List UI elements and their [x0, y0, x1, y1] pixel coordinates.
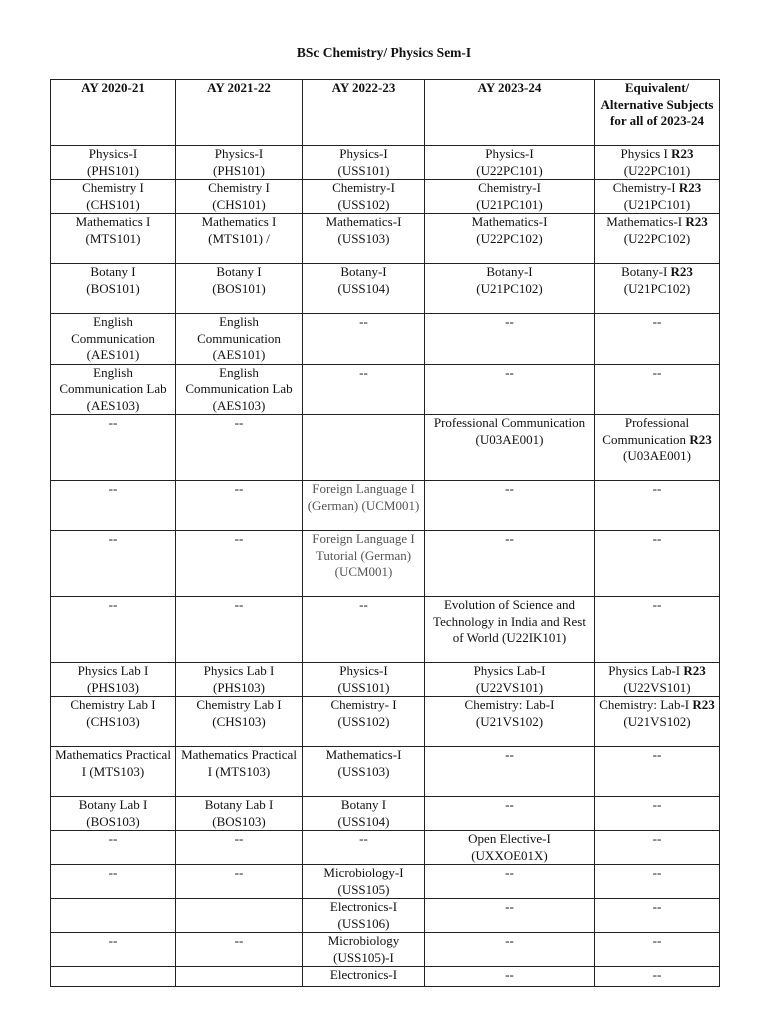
table-cell — [595, 146, 720, 180]
cell-text: -- — [505, 967, 514, 982]
table-cell — [595, 415, 720, 481]
cell-text: -- — [234, 865, 244, 880]
cell-text: (CHS103) — [212, 713, 266, 729]
cell-text: -- — [652, 747, 662, 762]
table-cell — [303, 899, 425, 933]
table-cell — [595, 865, 720, 899]
table-cell — [425, 933, 595, 967]
cell-text: -- — [652, 865, 662, 880]
table-row — [51, 899, 720, 933]
table-row — [51, 663, 720, 697]
table-row — [51, 415, 720, 481]
cell-text: -- — [652, 531, 662, 546]
table-cell — [303, 415, 425, 481]
cell-text: (U21PC102) — [623, 280, 691, 296]
cell-text: (U03AE001) — [623, 448, 691, 463]
table-cell — [51, 415, 176, 481]
cell-text: (USS104) — [337, 813, 390, 829]
cell-text: Botany-I — [340, 264, 387, 279]
table-row — [51, 697, 720, 747]
table-cell — [51, 314, 176, 365]
page-title: BSc Chemistry/ Physics Sem-I — [296, 45, 472, 60]
cell-text: English Communication (AES101) — [71, 314, 155, 362]
cell-text: Botany I — [340, 797, 387, 812]
table-cell — [176, 597, 303, 663]
table-body — [51, 146, 720, 987]
table-cell — [51, 531, 176, 597]
table-cell — [51, 146, 176, 180]
cell-text: (PHS103) — [212, 679, 265, 695]
cell-text: Physics-I — [339, 146, 388, 161]
cell-text: -- — [234, 531, 244, 546]
cell-text: Physics Lab I — [203, 663, 275, 678]
table-cell — [425, 663, 595, 697]
table-cell — [595, 364, 720, 415]
table-cell — [595, 933, 720, 967]
table-cell — [51, 264, 176, 314]
cell-text: -- — [652, 831, 662, 846]
header-equivalent-subjects: Equivalent/ Alternative Subjects for all of 2023-24 — [595, 80, 720, 146]
table-cell — [176, 146, 303, 180]
cell-text: (BOS101) — [86, 280, 140, 296]
table-row — [51, 314, 720, 365]
cell-text: -- — [234, 831, 244, 846]
table-cell — [425, 831, 595, 865]
table-cell — [51, 967, 176, 987]
cell-text: English Communication Lab (AES103) — [185, 364, 293, 413]
table-cell — [595, 481, 720, 531]
cell-text: Professional Communication (U03AE001) — [433, 415, 586, 447]
cell-text: (USS102) — [337, 713, 390, 729]
cell-text: (USS104) — [337, 280, 390, 296]
cell-text: Chemistry- I — [330, 697, 397, 712]
table-cell — [176, 214, 303, 264]
table-cell — [176, 831, 303, 865]
cell-text: Botany Lab I — [204, 797, 274, 812]
table-cell — [425, 597, 595, 663]
table-cell — [303, 481, 425, 531]
cell-text: (USS102) — [337, 196, 390, 212]
cell-text: -- — [108, 831, 118, 846]
cell-text: -- — [652, 481, 662, 496]
table-cell — [425, 180, 595, 214]
table-cell — [176, 797, 303, 831]
table-cell — [51, 481, 176, 531]
table-row — [51, 214, 720, 264]
cell-text: -- — [505, 747, 514, 762]
cell-text: -- — [234, 481, 244, 496]
cell-text: English Communication (AES101) — [197, 314, 281, 362]
cell-text: Physics-I — [88, 146, 138, 161]
cell-text: (U22VS101) — [475, 679, 544, 695]
table-cell — [51, 180, 176, 214]
cell-text: Mathematics-I — [471, 214, 548, 229]
cell-text: Chemistry-I — [478, 180, 541, 195]
cell-text: (U22PC101) — [476, 162, 543, 178]
table-cell — [425, 531, 595, 597]
table-cell — [303, 933, 425, 967]
table-cell — [51, 697, 176, 747]
table-cell — [303, 531, 425, 597]
cell-text: -- — [505, 314, 514, 329]
cell-text: Microbiology — [327, 933, 400, 948]
table-cell — [303, 214, 425, 264]
table-cell — [595, 747, 720, 797]
table-cell — [425, 146, 595, 180]
cell-text: Electronics-I — [329, 967, 398, 982]
table-cell — [176, 663, 303, 697]
cell-text: Chemistry I — [82, 180, 144, 195]
table-cell — [51, 214, 176, 264]
cell-text: Mathematics I — [75, 214, 151, 229]
table-row — [51, 146, 720, 180]
table-cell — [303, 967, 425, 987]
cell-text: (USS101) — [337, 162, 390, 178]
table-cell — [176, 933, 303, 967]
table-cell — [176, 697, 303, 747]
cell-text: (CHS101) — [86, 196, 140, 212]
cell-text: Physics-I — [485, 146, 534, 161]
table-cell — [303, 146, 425, 180]
table-cell — [303, 314, 425, 365]
cell-text: (BOS103) — [86, 813, 140, 829]
cell-text: Chemistry: Lab-I — [599, 697, 690, 712]
cell-text: (U22PC102) — [623, 230, 691, 246]
table-row — [51, 264, 720, 314]
table-cell — [425, 967, 595, 987]
cell-text: (U21PC101) — [623, 196, 691, 212]
cell-text: -- — [505, 481, 514, 496]
table-row — [51, 597, 720, 663]
table-cell — [425, 797, 595, 831]
table-cell — [425, 415, 595, 481]
table-cell — [595, 831, 720, 865]
header-ay-2023-24: AY 2023-24 — [425, 80, 595, 146]
cell-text: Mathematics-I — [325, 747, 402, 762]
cell-text: -- — [108, 597, 118, 612]
table-cell — [176, 314, 303, 365]
cell-text: Mathematics-I — [606, 214, 683, 229]
cell-text: Physics-I — [339, 663, 388, 678]
cell-text: Mathematics I — [201, 214, 277, 229]
cell-text: -- — [234, 597, 244, 612]
table-cell — [425, 899, 595, 933]
regulation-badge: R23 — [683, 663, 706, 678]
cell-text: (U22VS101) — [623, 679, 691, 695]
cell-text: Microbiology-I — [323, 865, 404, 880]
cell-text: (USS103) — [337, 763, 390, 779]
table-cell — [51, 831, 176, 865]
header-ay-2021-22: AY 2021-22 — [176, 80, 303, 146]
cell-text: -- — [505, 531, 514, 546]
cell-text: (PHS101) — [212, 162, 265, 178]
table-cell — [176, 747, 303, 797]
cell-text: -- — [234, 933, 244, 948]
table-cell — [303, 264, 425, 314]
regulation-badge: R23 — [671, 146, 694, 161]
table-row — [51, 797, 720, 831]
table-cell — [51, 899, 176, 933]
table-cell — [595, 531, 720, 597]
table-cell — [303, 180, 425, 214]
table-row — [51, 865, 720, 899]
table-cell — [176, 264, 303, 314]
cell-text: -- — [505, 933, 514, 948]
table-cell — [595, 597, 720, 663]
cell-text: -- — [505, 865, 514, 880]
table-row — [51, 531, 720, 597]
cell-text: (U21PC101) — [476, 196, 543, 212]
cell-text: Evolution of Science and Technology in India and Rest of World (U22IK101) — [433, 597, 586, 645]
cell-text: Chemistry Lab I — [196, 697, 282, 712]
table-cell — [51, 597, 176, 663]
table-cell — [425, 481, 595, 531]
table-cell — [51, 933, 176, 967]
regulation-badge: R23 — [670, 264, 693, 279]
table-cell — [595, 180, 720, 214]
table-cell — [595, 663, 720, 697]
table-cell — [176, 481, 303, 531]
cell-text: (MTS101) / — [208, 230, 270, 246]
cell-text: -- — [652, 967, 662, 982]
cell-text: Electronics-I — [329, 899, 398, 914]
table-cell — [51, 797, 176, 831]
cell-text: (USS106) — [337, 915, 390, 931]
table-cell — [303, 697, 425, 747]
cell-text: Mathematics-I — [325, 214, 402, 229]
cell-text: -- — [108, 415, 118, 430]
table-row — [51, 967, 720, 987]
cell-text: Botany I — [90, 264, 136, 279]
table-cell — [176, 531, 303, 597]
regulation-badge: R23 — [692, 697, 715, 712]
cell-text: (BOS101) — [212, 280, 266, 296]
table-row — [51, 481, 720, 531]
cell-text: (CHS101) — [212, 196, 266, 212]
cell-text: (CHS103) — [86, 713, 140, 729]
cell-text: (USS101) — [337, 679, 390, 695]
table-row — [51, 180, 720, 214]
table-cell — [176, 865, 303, 899]
table-cell — [595, 697, 720, 747]
cell-text: (U21VS102) — [475, 713, 544, 729]
cell-text: Chemistry I — [208, 180, 270, 195]
table-row — [51, 747, 720, 797]
cell-text: Physics Lab-I — [608, 663, 681, 678]
cell-text: Foreign Language I Tutorial (German) (UCM001) — [312, 531, 415, 579]
cell-text: -- — [108, 481, 118, 496]
cell-text: (PHS103) — [86, 679, 139, 695]
table-cell — [595, 214, 720, 264]
table-cell — [176, 180, 303, 214]
cell-text: (U21VS102) — [623, 713, 691, 729]
cell-text: (U21PC102) — [476, 280, 543, 296]
cell-text: -- — [108, 933, 118, 948]
regulation-badge: R23 — [689, 431, 712, 447]
table-row — [51, 831, 720, 865]
cell-text: Mathematics Practical I (MTS103) — [55, 747, 171, 779]
table-row — [51, 933, 720, 967]
cell-text: (MTS101) — [85, 230, 141, 246]
table-cell — [303, 597, 425, 663]
table-cell — [303, 831, 425, 865]
cell-text: Chemistry Lab I — [70, 697, 156, 712]
header-ay-2020-21: AY 2020-21 — [51, 80, 176, 146]
cell-text: -- — [359, 597, 368, 612]
cell-text: Botany-I — [486, 264, 533, 279]
cell-text: (PHS101) — [86, 162, 139, 178]
table-cell — [303, 865, 425, 899]
table-cell — [595, 264, 720, 314]
cell-text: -- — [505, 797, 514, 812]
cell-text: -- — [652, 933, 662, 948]
table-cell — [425, 747, 595, 797]
cell-text: -- — [505, 364, 514, 380]
cell-text: -- — [359, 364, 368, 380]
table-cell — [425, 264, 595, 314]
table-cell — [303, 797, 425, 831]
cell-text: Botany I — [216, 264, 262, 279]
cell-text: -- — [108, 865, 118, 880]
cell-text: -- — [652, 797, 662, 812]
table-cell — [176, 364, 303, 415]
cell-text: Botany-I — [621, 264, 668, 279]
cell-text: (USS103) — [337, 230, 390, 246]
cell-text: Physics-I — [214, 146, 264, 161]
cell-text: -- — [108, 531, 118, 546]
cell-text: (UXXOE01X) — [471, 847, 548, 863]
cell-text: -- — [652, 597, 662, 612]
cell-text: Professional Communication — [602, 415, 690, 447]
table-cell — [303, 747, 425, 797]
table-cell — [51, 865, 176, 899]
table-cell — [425, 314, 595, 365]
table-cell — [51, 747, 176, 797]
table-cell — [595, 967, 720, 987]
table-cell — [425, 865, 595, 899]
cell-text: (USS105) — [337, 881, 390, 897]
cell-text: Chemistry: Lab-I — [464, 697, 555, 712]
cell-text: Open Elective-I — [468, 831, 551, 846]
cell-text: Chemistry-I — [612, 180, 676, 195]
table-cell — [595, 797, 720, 831]
table-row — [51, 364, 720, 415]
cell-text: -- — [234, 415, 244, 430]
table-cell — [176, 415, 303, 481]
cell-text: Botany Lab I — [78, 797, 148, 812]
cell-text: (BOS103) — [212, 813, 266, 829]
table-cell — [176, 899, 303, 933]
table-cell — [303, 663, 425, 697]
cell-text: -- — [652, 314, 662, 329]
regulation-badge: R23 — [678, 180, 702, 195]
regulation-badge: R23 — [685, 214, 708, 229]
cell-text: Mathematics Practical I (MTS103) — [181, 747, 297, 779]
table-cell — [595, 899, 720, 933]
subject-equivalence-table — [50, 79, 720, 987]
table-cell — [425, 697, 595, 747]
header-row — [51, 80, 720, 146]
table-cell — [51, 663, 176, 697]
cell-text: Chemistry-I — [332, 180, 395, 195]
table-cell — [425, 214, 595, 264]
cell-text: Physics I — [620, 146, 668, 161]
table-cell — [425, 364, 595, 415]
cell-text: English Communication Lab (AES103) — [59, 364, 167, 413]
table-cell — [595, 314, 720, 365]
header-ay-2022-23: AY 2022-23 — [303, 80, 425, 146]
cell-text: Physics Lab I — [77, 663, 149, 678]
cell-text: -- — [652, 899, 662, 914]
cell-text: -- — [359, 831, 368, 846]
cell-text: Foreign Language I (German) (UCM001) — [307, 481, 420, 513]
cell-text: Physics Lab-I — [473, 663, 546, 678]
table-cell — [51, 364, 176, 415]
table-cell — [176, 967, 303, 987]
table-cell — [303, 364, 425, 415]
cell-text: -- — [652, 364, 662, 380]
cell-text: -- — [505, 899, 514, 914]
cell-text: -- — [359, 314, 368, 329]
cell-text: (U22PC102) — [476, 230, 543, 246]
cell-text: (USS105)-I — [333, 949, 394, 965]
cell-text: (U22PC101) — [623, 162, 691, 178]
